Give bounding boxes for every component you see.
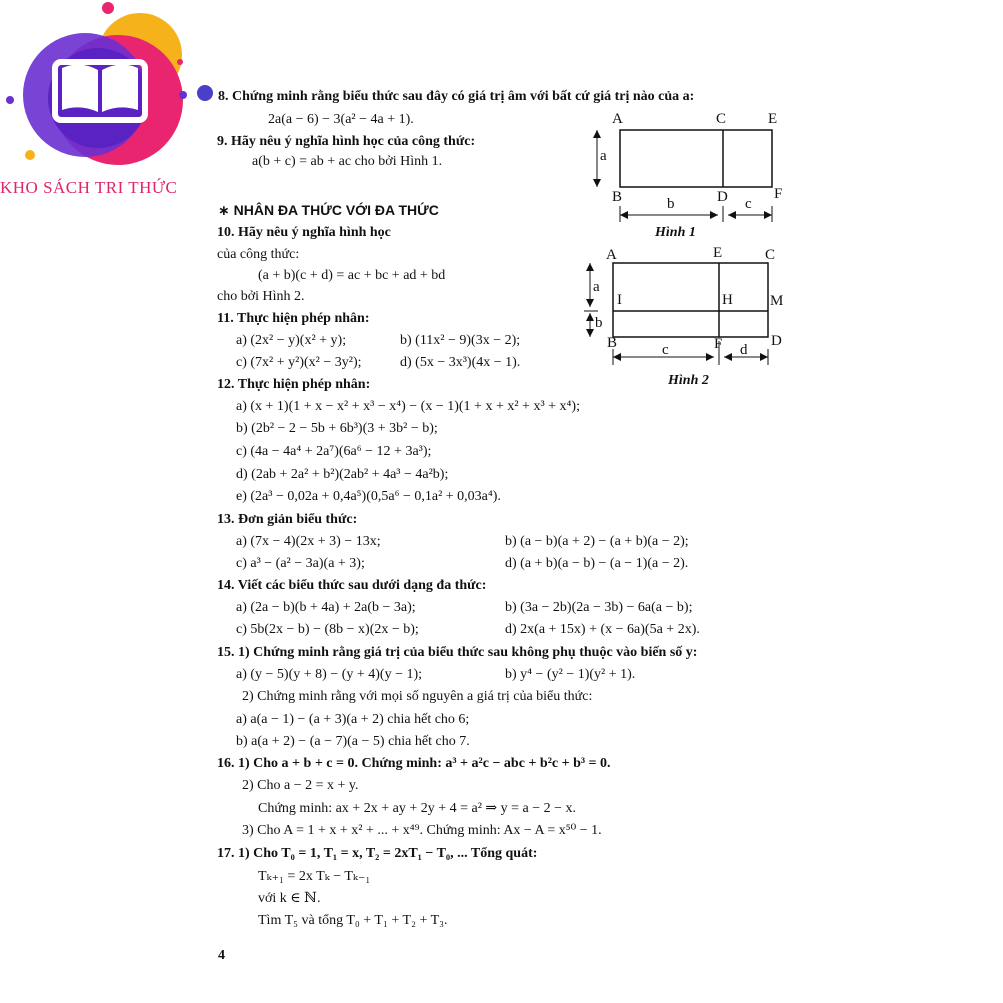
fig2-label-M: M: [770, 293, 784, 309]
fig1-label-F: F: [774, 186, 783, 202]
problem-16-proof: Chứng minh: ax + 2x + ay + 2y + 4 = a² ⇒ y = a − 2 − x.: [258, 801, 577, 816]
fig1-label-A: A: [612, 111, 623, 127]
problem-17-k: với k ∈ ℕ.: [258, 891, 321, 906]
problem-11a: a) (2x² − y)(x² + y);: [236, 333, 347, 348]
figure-2: [580, 245, 795, 395]
problem-12a: a) (x + 1)(1 + x − x² + x³ − x⁴) − (x − 1)(1 + x + x² + x³ + x⁴);: [236, 399, 580, 414]
problem-15: 15. 1) Chứng minh rằng giá trị của biểu thức sau không phụ thuộc vào biến số y:: [217, 645, 698, 660]
problem-15b: b) y⁴ − (y² − 1)(y² + 1).: [505, 667, 636, 682]
fig2-label-H: H: [722, 292, 733, 308]
problem-17-task: Tìm T₅ và tổng T₀ + T₁ + T₂ + T₃.: [258, 913, 448, 928]
fig2-label-B: B: [607, 335, 618, 351]
fig2-label-b: b: [595, 315, 603, 331]
problem-14b: b) (3a − 2b)(2a − 3b) − 6a(a − b);: [505, 600, 693, 615]
problem-11b: b) (11x² − 9)(3x − 2);: [400, 333, 521, 348]
problem-13c: c) a³ − (a² − 3a)(a + 3);: [236, 556, 365, 571]
problem-10-formula: (a + b)(c + d) = ac + bc + ad + bd: [258, 268, 446, 283]
problem-16: 16. 1) Cho a + b + c = 0. Chứng minh: a³ + a²c − abc + b²c + b³ = 0.: [217, 756, 611, 771]
problem-8-expr: 2a(a − 6) − 3(a² − 4a + 1).: [268, 112, 414, 127]
fig2-label-E: E: [713, 245, 723, 261]
problem-11: 11. Thực hiện phép nhân:: [217, 311, 370, 326]
problem-8: 8. Chứng minh rằng biểu thức sau đây có giá trị âm với bất cứ giá trị nào của a:: [218, 89, 695, 104]
problem-12: 12. Thực hiện phép nhân:: [217, 377, 371, 392]
problem-13d: d) (a + b)(a − b) − (a − 1)(a − 2).: [505, 556, 689, 571]
brand-name: KHO SÁCH TRI THỨC: [0, 178, 178, 197]
problem-14c: c) 5b(2x − b) − (8b − x)(2x − b);: [236, 622, 419, 637]
problem-15a: a) (y − 5)(y + 8) − (y + 4)(y − 1);: [236, 667, 423, 682]
figure-1: [585, 108, 795, 248]
fig2-label-d: d: [740, 342, 748, 358]
fig2-label-c: c: [662, 342, 669, 358]
problem-16-part2: 2) Cho a − 2 = x + y.: [242, 778, 359, 793]
fig1-caption: Hình 1: [655, 225, 696, 240]
problem-13a: a) (7x − 4)(2x + 3) − 13x;: [236, 534, 381, 549]
problem-14a: a) (2a − b)(b + 4a) + 2a(b − 3a);: [236, 600, 416, 615]
problem-16-part3: 3) Cho A = 1 + x + x² + ... + x⁴⁹. Chứng minh: Ax − A = x⁵⁰ − 1.: [242, 823, 602, 838]
fig2-label-A: A: [606, 247, 617, 263]
problem-10-line4: cho bởi Hình 2.: [217, 289, 305, 304]
fig1-label-D: D: [717, 189, 728, 205]
fig1-label-b: b: [667, 196, 675, 212]
fig2-label-F: F: [714, 336, 723, 352]
fig1-label-a: a: [600, 148, 607, 164]
problem-9: 9. Hãy nêu ý nghĩa hình học của công thức:: [217, 134, 476, 149]
problem-9-formula: a(b + c) = ab + ac cho bởi Hình 1.: [252, 154, 443, 169]
problem-11d: d) (5x − 3x³)(4x − 1).: [400, 355, 521, 370]
problem-17: 17. 1) Cho T₀ = 1, T₁ = x, T₂ = 2xT₁ − T₀, ... Tổng quát:: [217, 846, 538, 861]
problem-12d: d) (2ab + 2a² + b²)(2ab² + 4a³ − 4a²b);: [236, 467, 449, 482]
section-heading: ∗ NHÂN ĐA THỨC VỚI ĐA THỨC: [218, 202, 439, 218]
problem-15-2b: b) a(a + 2) − (a − 7)(a − 5) chia hết cho 7.: [236, 734, 470, 749]
problem-14: 14. Viết các biểu thức sau dưới dạng đa thức:: [217, 578, 487, 593]
book-logo-icon: [0, 0, 230, 190]
fig2-label-I: I: [617, 292, 622, 308]
problem-15-2a: a) a(a − 1) − (a + 3)(a + 2) chia hết cho 6;: [236, 712, 470, 727]
fig2-caption: Hình 2: [668, 373, 709, 388]
fig1-label-E: E: [768, 111, 778, 127]
problem-14d: d) 2x(a + 15x) + (x − 6a)(5a + 2x).: [505, 622, 700, 637]
problem-12e: e) (2a³ − 0,02a + 0,4a⁵)(0,5a⁶ − 0,1a² + 0,03a⁴).: [236, 489, 501, 504]
problem-13: 13. Đơn giản biểu thức:: [217, 512, 358, 527]
fig2-label-a: a: [593, 279, 600, 295]
brand-logo: [0, 0, 230, 200]
bullet-dot: [197, 85, 213, 101]
problem-12b: b) (2b² − 2 − 5b + 6b³)(3 + 3b² − b);: [236, 421, 438, 436]
problem-13b: b) (a − b)(a + 2) − (a + b)(a − 2);: [505, 534, 689, 549]
problem-10-line2: của công thức:: [217, 247, 300, 262]
fig2-label-D: D: [771, 333, 782, 349]
fig2-label-C: C: [765, 247, 776, 263]
problem-17-recurrence: Tₖ₊₁ = 2x Tₖ − Tₖ₋₁: [258, 869, 371, 884]
fig1-label-c: c: [745, 196, 752, 212]
problem-10: 10. Hãy nêu ý nghĩa hình học: [217, 225, 391, 240]
problem-11c: c) (7x² + y²)(x² − 3y²);: [236, 355, 362, 370]
fig1-label-C: C: [716, 111, 727, 127]
page-number: 4: [218, 948, 225, 963]
problem-12c: c) (4a − 4a⁴ + 2a⁷)(6a⁶ − 12 + 3a³);: [236, 444, 432, 459]
fig1-label-B: B: [612, 189, 623, 205]
problem-15-part2: 2) Chứng minh rằng với mọi số nguyên a giá trị của biểu thức:: [242, 689, 593, 704]
